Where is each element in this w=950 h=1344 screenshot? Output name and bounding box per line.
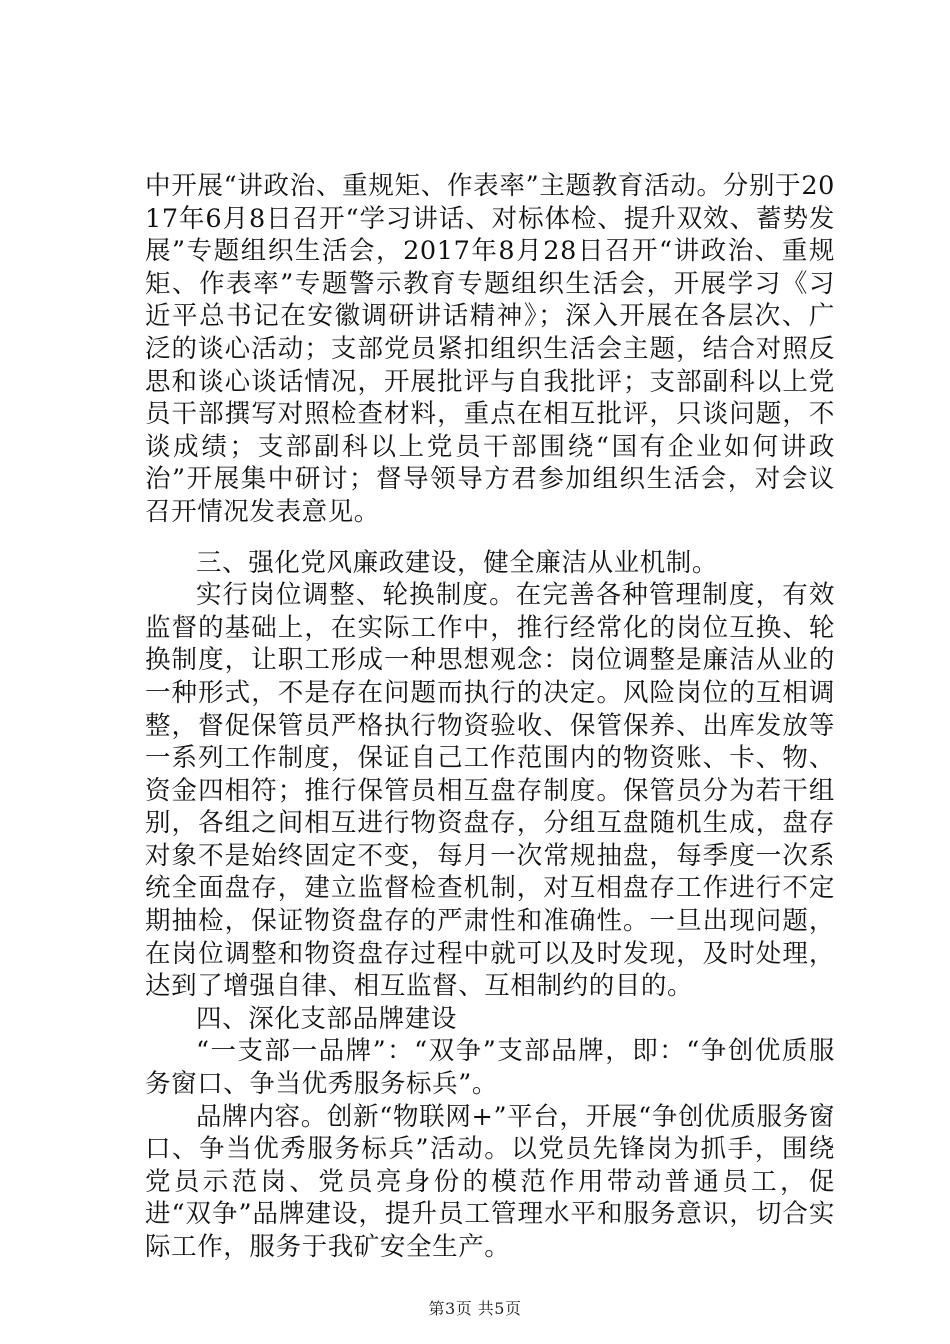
page-number-footer: 第3页 共5页 xyxy=(428,1299,522,1318)
paragraph-continuation: 中开展“讲政治、重规矩、作表率”主题教育活动。分别于2017年6月8日召开“学习讲话、对标体检、提升双效、蓄势发展”专题组织生活会，2017年8月28日召开“讲政治、重规矩、作表率”专题警示教育专题组织生活会，开展学习《习近平总书记在安徽调研讲话精神》；深入开展在各层次、广泛的谈心活动；支部党员紧扣组织生活会主题，结合对照反思和谈心谈话情况，开展批评与自我批评；支部副科以上党员干部撰写对照检查材料，重点在相互批评，只谈问题，不谈成绩；支部副科以上党员干部围绕“国有企业如何讲政治”开展集中研讨；督导领导方君参加组织生活会，对会议召开情况发表意见。 xyxy=(145,171,835,527)
paragraph-rotation-system: 实行岗位调整、轮换制度。在完善各种管理制度，有效监督的基础上，在实际工作中，推行经常化的岗位互换、轮换制度，让职工形成一种思想观念：岗位调整是廉洁从业的一种形式，不是存在问题而执行的决定。风险岗位的互相调整，督促保管员严格执行物资验收、保管保养、出库发放等一系列工作制度，保证自己工作范围内的物资账、卡、物、资金四相符；推行保管员相互盘存制度。保管员分为若干组别，各组之间相互进行物资盘存，分组互盘随机生成，盘存对象不是始终固定不变，每月一次常规抽盘，每季度一次系统全面盘存，建立监督检查机制，对互相盘存工作进行不定期抽检，保证物资盘存的严肃性和准确性。一旦出现问题，在岗位调整和物资盘存过程中就可以及时发现，及时处理，达到了增强自律、相互监督、互相制约的目的。 xyxy=(145,580,835,1002)
document-body xyxy=(145,170,835,1264)
paragraph-brand-name: “一支部一品牌”：“双争”支部品牌，即：“争创优质服务窗口、争当优秀服务标兵”。 xyxy=(145,1036,835,1100)
section-heading-4: 四、深化支部品牌建设 xyxy=(196,1003,458,1034)
section-heading-3: 三、强化党风廉政建设，健全廉洁从业机制。 xyxy=(196,547,719,578)
paragraph-brand-content: 品牌内容。创新“物联网+”平台，开展“争创优质服务窗口、争当优秀服务标兵”活动。以党员先锋岗为抓手，围绕党员示范岗、党员亮身份的模范作用带动普通员工，促进“双争”品牌建设，提升员工管理水平和服务意识，切合实际工作，服务于我矿安全生产。 xyxy=(145,1101,835,1262)
